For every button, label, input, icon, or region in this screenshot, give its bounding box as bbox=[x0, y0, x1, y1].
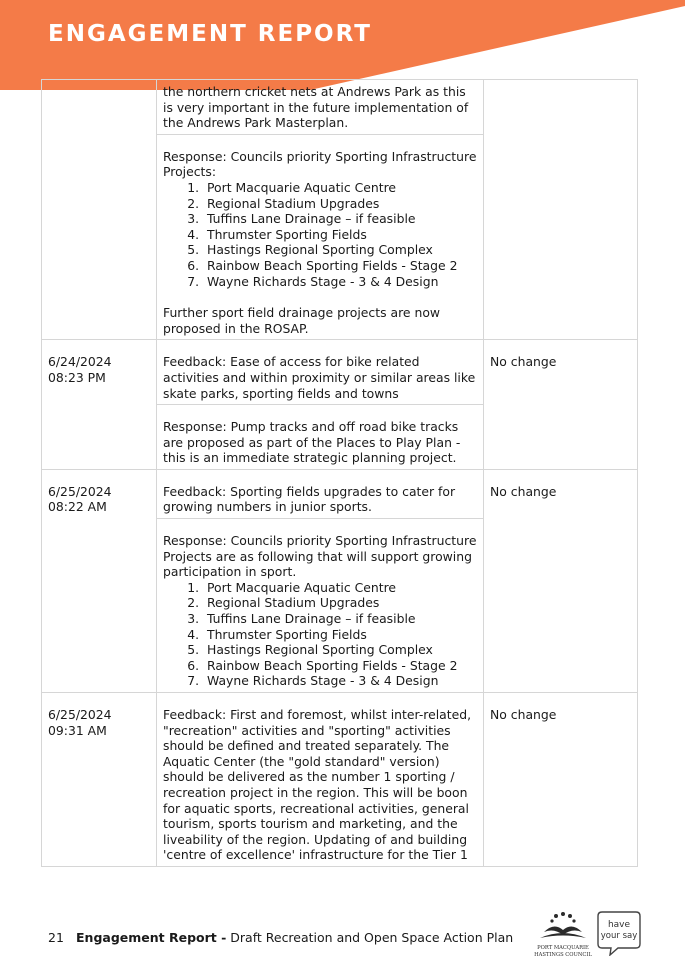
list-item: 3. Tuffins Lane Drainage – if feasible bbox=[203, 211, 477, 227]
date-cell: 6/25/2024 08:22 AM bbox=[42, 469, 157, 692]
footer-doc-title bbox=[76, 930, 513, 945]
feedback-cell bbox=[157, 693, 484, 867]
feedback-cell bbox=[157, 80, 484, 135]
have-your-say-logo bbox=[596, 910, 642, 956]
table-row bbox=[42, 693, 638, 867]
list-item: 2. Regional Stadium Upgrades bbox=[203, 196, 477, 212]
page-number: 21 bbox=[48, 930, 64, 945]
outcome-cell bbox=[484, 469, 638, 692]
list-item: 2. Regional Stadium Upgrades bbox=[203, 595, 477, 611]
table-row bbox=[42, 469, 638, 518]
have-your-say-line1: have bbox=[607, 920, 631, 930]
table-row bbox=[42, 340, 638, 405]
response-text: Response: Councils priority Sporting Infrastructure Projects are as following that will support growing participation in sport. bbox=[163, 533, 477, 580]
feedback-text: Feedback: Ease of access for bike related activities and within proximity or similar areas like skate parks, sporting fields and towns bbox=[163, 354, 476, 401]
date-cell: 6/24/2024 08:23 PM bbox=[42, 340, 157, 470]
list-item: 6. Rainbow Beach Sporting Fields - Stage 2 bbox=[203, 258, 477, 274]
list-item: 3. Tuffins Lane Drainage – if feasible bbox=[203, 611, 477, 627]
list-item: 5. Hastings Regional Sporting Complex bbox=[203, 642, 477, 658]
council-logo-line2: HASTINGS COUNCIL bbox=[534, 952, 592, 958]
response-cell bbox=[157, 134, 484, 340]
response-cell bbox=[157, 405, 484, 470]
list-item: 6. Rainbow Beach Sporting Fields - Stage 2 bbox=[203, 658, 477, 674]
priority-list bbox=[163, 580, 477, 689]
footer-doc-bold: Engagement Report - bbox=[76, 930, 227, 945]
list-item: 4. Thrumster Sporting Fields bbox=[203, 227, 477, 243]
outcome-cell bbox=[484, 340, 638, 470]
outcome-text: No change bbox=[490, 354, 557, 370]
have-your-say-line2: your say bbox=[600, 931, 638, 941]
footer-doc-rest: Draft Recreation and Open Space Action Plan bbox=[226, 930, 514, 945]
feedback-text: Feedback: Sporting fields upgrades to cater for growing numbers in junior sports. bbox=[163, 483, 456, 515]
date-cell: 6/25/2024 09:31 AM bbox=[42, 693, 157, 867]
engagement-table bbox=[41, 79, 638, 867]
list-item: 7. Wayne Richards Stage - 3 & 4 Design bbox=[203, 673, 477, 689]
list-item: 1. Port Macquarie Aquatic Centre bbox=[203, 580, 477, 596]
feedback-cell bbox=[157, 469, 484, 518]
outcome-cell bbox=[484, 693, 638, 867]
page-header-title: ENGAGEMENT REPORT bbox=[48, 21, 372, 47]
date-cell bbox=[42, 80, 157, 340]
list-item: 7. Wayne Richards Stage - 3 & 4 Design bbox=[203, 274, 477, 290]
council-logo-line1: PORT MACQUARIE bbox=[537, 945, 589, 951]
table-row bbox=[42, 80, 638, 135]
response-outro: Further sport field drainage projects are now proposed in the ROSAP. bbox=[163, 305, 441, 336]
outcome-cell bbox=[484, 80, 638, 340]
priority-list bbox=[163, 180, 477, 289]
feedback-text: the northern cricket nets at Andrews Park as this is very important in the future implementation of the Andrews Park Masterplan. bbox=[163, 84, 469, 131]
response-text: Response: Councils priority Sporting Infrastructure Projects: bbox=[163, 148, 477, 180]
list-item: 1. Port Macquarie Aquatic Centre bbox=[203, 180, 477, 196]
list-item: 5. Hastings Regional Sporting Complex bbox=[203, 242, 477, 258]
council-logo-mark bbox=[540, 912, 586, 938]
response-text: Response: Pump tracks and off road bike tracks are proposed as part of the Places to Play Plan - this is an immediate strategic planning project. bbox=[163, 419, 461, 466]
feedback-text: Feedback: First and foremost, whilst inter-related, "recreation" activities and "sporting" activities should be defined and treated separately. The Aquatic Center (the "gold standard" version) should be delivered as the number 1 sporting / recreation project in the region. This will be boon for aquatic sports, recreational activities, general tourism, sports tourism and marketing, and the liveability of the region. Updating of and building 'centre of excellence' infrastructure for the Tier 1 bbox=[163, 707, 472, 863]
list-item: 4. Thrumster Sporting Fields bbox=[203, 627, 477, 643]
council-logo bbox=[530, 910, 596, 960]
outcome-text: No change bbox=[490, 483, 557, 499]
feedback-cell bbox=[157, 340, 484, 405]
response-cell bbox=[157, 519, 484, 693]
outcome-text: No change bbox=[490, 707, 557, 722]
